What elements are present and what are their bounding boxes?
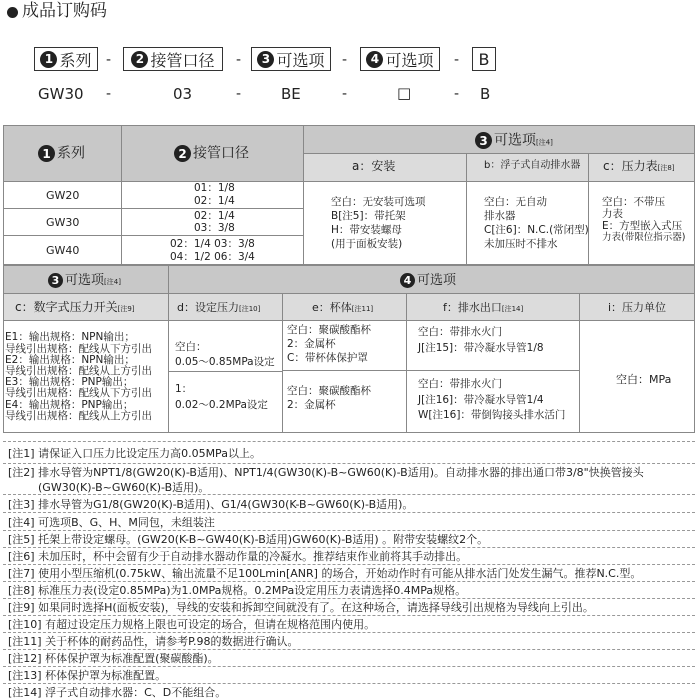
note-ref: [注8] (657, 164, 675, 172)
t1-port-cell: 02：1/4 (194, 210, 235, 222)
t1-a-line: B[注5]：带托架 (331, 210, 406, 222)
page-title: 成品订购码 (22, 1, 107, 21)
note-divider (3, 649, 695, 650)
note-divider (3, 615, 695, 616)
t1-options-header-label (475, 132, 553, 149)
t2-c-line: 导线引出规格：配线从上方引出 (5, 365, 152, 377)
t2-d-line: 0.02～0.2MPa设定 (175, 399, 268, 411)
t2-i-value: 空白：MPa (616, 373, 672, 386)
t1-port-cell: 04：1/2 06：3/4 (170, 251, 255, 263)
t2-sub-i-label: i：压力单位 (608, 301, 667, 314)
note-item: [注4] 可选项B、G、H、M同包，未组装注 (8, 516, 215, 529)
dash: - (106, 52, 112, 68)
t1-c-line: 力表(带限位指示器) (602, 232, 686, 243)
circle-3-icon: 3 (48, 273, 63, 288)
t2-sub-f-label (443, 302, 523, 313)
code-series-label: 系列 (59, 50, 92, 70)
note-item: [注2] 排水导管为NPT1/8(GW20(K)-B适用)、NPT1/4(GW30(K)-B~GW60(K)-B适用)。自动排水器的排出通口带3/8"快换管接头 (8, 466, 644, 479)
dash: - (106, 86, 112, 102)
note-item: (GW30(K)-B~GW60(K)-B适用)。 (38, 481, 210, 494)
t2-option3-header-label (48, 273, 121, 288)
t1-c-line: E：方型嵌入式压 (602, 220, 683, 232)
t1-port-cell: 01：1/8 (194, 182, 235, 194)
t2-f-line: W[注16]：带倒钩接头排水活门 (418, 409, 566, 421)
t2-c-line: 导线引出规格：配线从下方引出 (5, 343, 152, 355)
note-item: [注6] 未加压时，杯中会留有少于自动排水器动作量的冷凝水。推荐结束作业前将其手动排出。 (8, 550, 468, 563)
code-option4-label: 可选项 (385, 50, 434, 70)
note-item: [注11] 关于杯体的耐药品性，请参考P.98的数据进行确认。 (8, 635, 299, 648)
code-last-box (472, 47, 496, 71)
note-item: [注1] 请保证入口压力比设定压力高0.05MPa以上。 (8, 447, 261, 460)
t2-f-divider (407, 370, 579, 371)
circle-3-icon: 3 (475, 132, 492, 149)
note-divider (3, 581, 695, 582)
note-divider (3, 530, 695, 531)
note-divider (3, 683, 695, 684)
t1-options-header-text: 可选项 (494, 132, 536, 149)
code-option4-value: □ (397, 84, 412, 102)
t1-series-cell: GW20 (46, 189, 80, 202)
note-ref: [注9] (117, 305, 135, 313)
t1-series-cell: GW30 (46, 216, 80, 229)
t1-series-header-text: 系列 (57, 145, 85, 162)
code-port-value: 03 (173, 85, 193, 103)
t2-c-line: 导线引出规格：配线从下方引出 (5, 387, 152, 399)
t1-sub-c-label (603, 160, 675, 172)
code-option3-value: BE (281, 85, 301, 103)
t1-b-body (466, 181, 589, 265)
t1-sub-b-label: b：浮子式自动排水器 (484, 160, 581, 171)
t2-sub-e-label (312, 302, 373, 313)
note-divider (3, 441, 695, 442)
t2-sub-c-label (15, 301, 135, 313)
t1-c-line: 力表 (602, 208, 623, 220)
code-option4-box (360, 47, 440, 71)
t1-port-cell: 02：1/4 (194, 195, 235, 207)
t2-d-line: 1： (175, 383, 193, 395)
note-divider (3, 666, 695, 667)
circle-2-icon: 2 (174, 145, 191, 162)
t1-sub-c-text: c：压力表 (603, 159, 658, 173)
t2-e-line: 空白：聚碳酸酯杯 (287, 324, 371, 336)
t2-d-body (168, 320, 283, 433)
note-divider (3, 494, 695, 495)
t2-sub-d-label (177, 302, 260, 313)
note-item: [注8] 标准压力表(设定0.85MPa)为1.0MPa规格。0.2MPa设定用压力表请选择0.4MPa规格。 (8, 584, 467, 597)
t2-c-line: E3：输出规格：PNP输出； (5, 376, 134, 388)
code-last-value: B (480, 85, 491, 103)
t1-b-line: C[注6]：N.C.(常闭型) (484, 224, 589, 236)
t2-f-line: 空白：带排水火门 (418, 378, 502, 390)
dash: - (236, 86, 242, 102)
t2-c-line: E1：输出规格：NPN输出； (5, 331, 135, 343)
t1-a-line: (用于面板安装) (331, 238, 403, 250)
note-item: [注10] 有超过设定压力规格上限也可设定的场合，但请在规格范围内使用。 (8, 618, 376, 631)
t1-c-line: 空白：不带压 (602, 196, 665, 208)
circle-3-icon: 3 (257, 51, 274, 68)
t2-option3-header-text: 可选项 (65, 273, 105, 288)
t2-e-line: 空白：聚碳酸酯杯 (287, 385, 371, 397)
t2-d-divider (169, 371, 282, 372)
t1-port-header-label (174, 145, 249, 162)
t1-series-cell: GW40 (46, 244, 80, 257)
note-ref: [注10] (238, 305, 261, 313)
t1-port-cell: 02：1/4 03：3/8 (170, 238, 255, 250)
t2-d-line: 空白： (175, 341, 207, 353)
note-divider (3, 512, 695, 513)
t1-b-line: 未加压时不排水 (484, 238, 558, 250)
note-ref: [注4] (104, 278, 121, 286)
t2-option4-header-text: 可选项 (417, 273, 457, 288)
t2-option4-header-label (400, 273, 456, 288)
t2-e-divider (283, 370, 406, 371)
t1-a-body (303, 181, 467, 265)
t2-sub-d-text: d：设定压力 (177, 301, 239, 314)
t1-sub-a-label: a：安装 (352, 159, 396, 173)
note-item: [注14] 浮子式自动排水器：C、D不能组合。 (8, 686, 227, 699)
dash: - (236, 52, 242, 68)
note-divider (3, 632, 695, 633)
note-item: [注3] 排水导管为G1/8(GW20(K)-B适用)、G1/4(GW30(K-B~GW60(K)-B适用)。 (8, 498, 414, 511)
t1-b-line: 排水器 (484, 210, 516, 222)
t2-d-line: 0.05～0.85MPa设定 (175, 356, 275, 368)
circle-1-icon: 1 (40, 51, 57, 68)
t2-e-body (282, 320, 407, 433)
code-last-label: B (478, 49, 490, 69)
t2-sub-c-text: c：数字式压力开关 (15, 300, 118, 314)
t2-sub-e-text: e：杯体 (312, 301, 352, 314)
circle-4-icon: 4 (366, 51, 383, 68)
code-option3-label: 可选项 (276, 50, 325, 70)
note-item: [注13] 杯体保护罩为标准配置。 (8, 669, 167, 682)
code-port-box (123, 47, 223, 71)
code-series-box (34, 47, 98, 71)
t2-c-line: 导线引出规格：配线从上方引出 (5, 410, 152, 422)
t2-c-line: E2：输出规格：NPN输出； (5, 354, 135, 366)
dash: - (454, 52, 460, 68)
code-option3-box (251, 47, 331, 71)
note-divider (3, 463, 695, 464)
t1-a-line: 空白：无安装可选项 (331, 196, 426, 208)
note-divider (3, 547, 695, 548)
note-item: [注7] 使用小型压缩机(0.75kW、输出流量不足100Lmin[ANR] 的场合，开始动作时有可能从排水活门处发生漏气。推荐N.C.型。 (8, 567, 642, 580)
t1-b-line: 空白：无自动 (484, 196, 547, 208)
t2-f-line: J[注15]：带冷凝水导管1/8 (418, 342, 544, 354)
t2-c-line: E4：输出规格：PNP输出； (5, 399, 134, 411)
dash: - (342, 86, 348, 102)
circle-4-icon: 4 (400, 273, 415, 288)
note-ref: [注4] (536, 138, 553, 147)
t2-f-line: 空白：带排水火门 (418, 326, 502, 338)
circle-1-icon: 1 (38, 145, 55, 162)
title-bullet (7, 7, 18, 18)
t1-series-header-label (38, 145, 85, 162)
code-port-label: 接管口径 (150, 50, 215, 70)
note-divider (3, 598, 695, 599)
t2-e-line: 2：金属杯 (287, 338, 336, 350)
note-item: [注9] 如果同时选择H(面板安装)，导线的安装和拆卸空间就没有了。在这种场合，请选择导线引出规格为导线向上引出。 (8, 601, 594, 614)
t1-port-cell: 03：3/8 (194, 222, 235, 234)
t1-port-header-text: 接管口径 (193, 145, 249, 162)
dash: - (454, 86, 460, 102)
t1-a-line: H：带安装螺母 (331, 224, 402, 236)
t2-e-line: 2：金属杯 (287, 399, 336, 411)
dash: - (342, 52, 348, 68)
note-ref: [注14] (501, 305, 524, 313)
note-item: [注12] 杯体保护罩为标准配置(聚碳酸酯)。 (8, 652, 219, 665)
code-series-value: GW30 (38, 85, 84, 103)
t2-f-line: J[注16]：带冷凝水导管1/4 (418, 394, 544, 406)
note-ref: [注11] (351, 305, 374, 313)
t2-sub-f-text: f：排水出口 (443, 301, 502, 314)
note-divider (3, 564, 695, 565)
circle-2-icon: 2 (131, 51, 148, 68)
note-item: [注5] 托架上带设定螺母。(GW20(K-B~GW40(K)-B适用)GW60(K)-B适用) 。附带安装螺纹2个。 (8, 533, 489, 546)
t2-e-line: C：带杯体保护罩 (287, 352, 368, 364)
